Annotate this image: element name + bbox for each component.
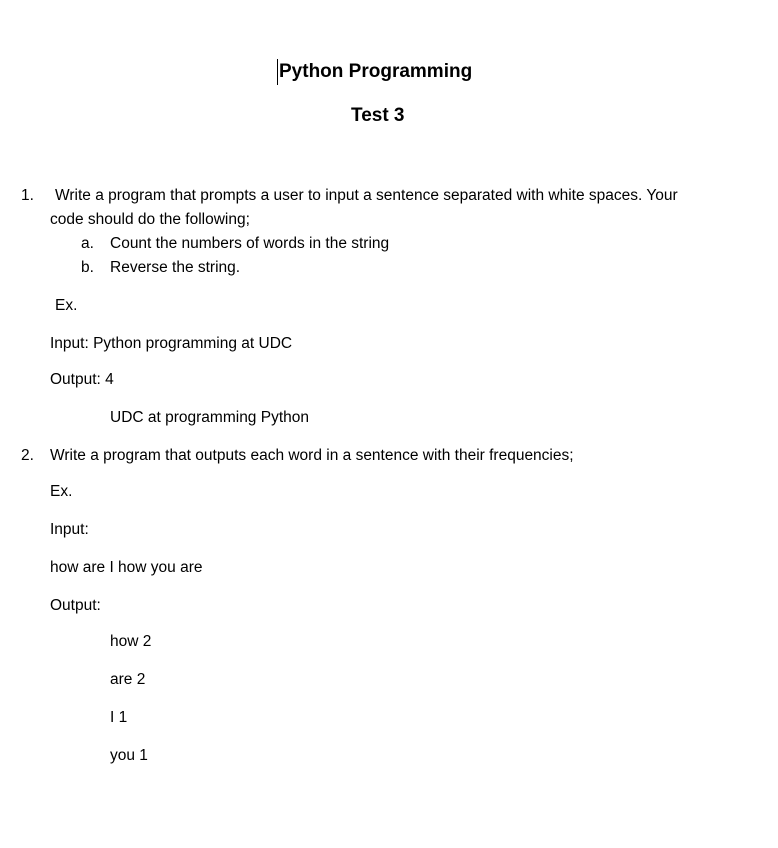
question-1-text-line1: Write a program that prompts a user to input a sentence separated with white spaces. Your <box>55 187 678 204</box>
question-2-output-line: how 2 <box>110 633 152 650</box>
question-1-output-line: Output: 4 <box>50 371 114 388</box>
document-title: Python Programming <box>279 61 473 82</box>
document-subtitle: Test 3 <box>351 105 405 126</box>
question-2-output-line: I 1 <box>110 709 128 726</box>
question-1-number: 1. <box>21 187 34 204</box>
question-1-example-label: Ex. <box>55 297 78 314</box>
question-1-subitem-a-marker: a. <box>81 235 94 252</box>
question-1-subitem-a-text: Count the numbers of words in the string <box>110 235 390 252</box>
question-1-subitem-b-marker: b. <box>81 259 94 276</box>
question-1-output-continuation: UDC at programming Python <box>110 409 309 426</box>
question-1-text-line2: code should do the following; <box>50 211 250 228</box>
question-2-output-line: are 2 <box>110 671 146 688</box>
text-cursor <box>277 59 278 85</box>
question-2-example-label: Ex. <box>50 483 73 500</box>
question-2-output-line: you 1 <box>110 747 148 764</box>
question-2-text-line1: Write a program that outputs each word in a sentence with their frequencies; <box>50 447 574 464</box>
question-1-input-line: Input: Python programming at UDC <box>50 335 293 352</box>
question-1-subitem-b-text: Reverse the string. <box>110 259 241 276</box>
question-2-input-label: Input: <box>50 521 89 538</box>
question-2-number: 2. <box>21 447 34 464</box>
question-2-input-value: how are I how you are <box>50 559 203 576</box>
question-2-output-label: Output: <box>50 597 101 614</box>
